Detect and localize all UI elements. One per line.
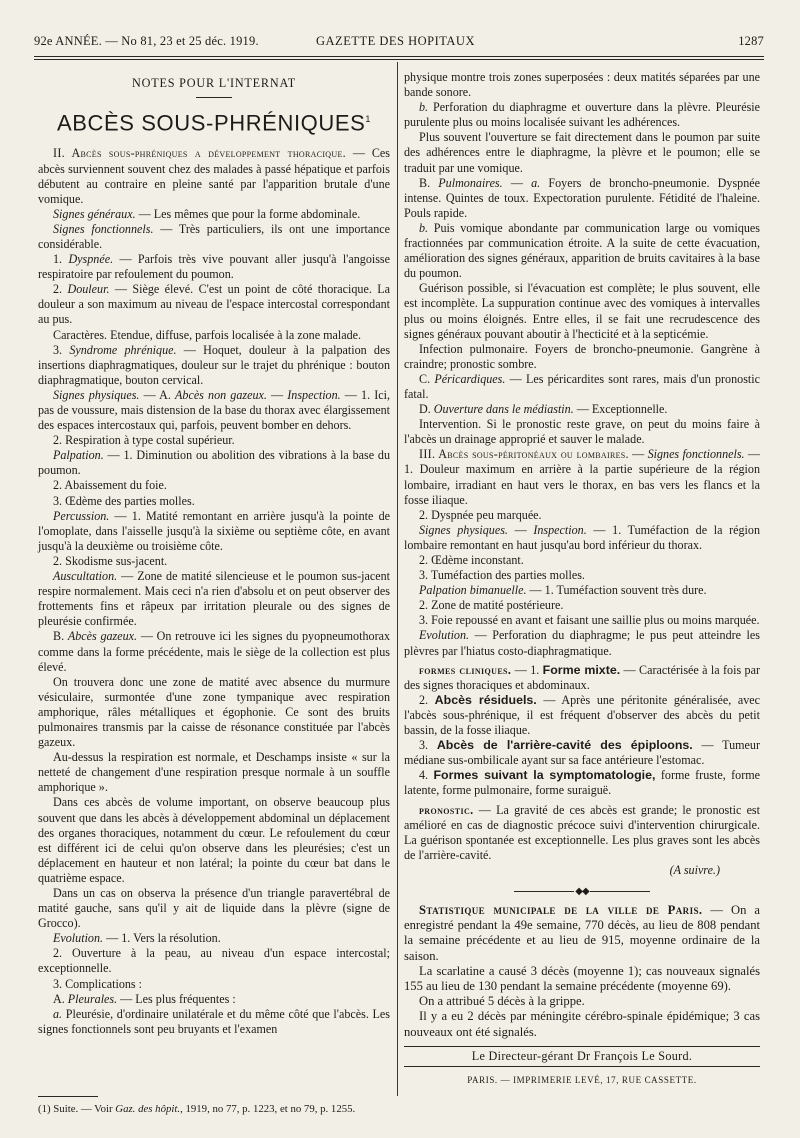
- paragraph: Signes fonctionnels. — Très particuliers, ils ont une importance considérable.: [38, 221, 391, 251]
- paragraph: Infection pulmonaire. Foyers de broncho-pneumonie. Gangrène à craindre; pronostic sombre.: [404, 341, 760, 371]
- paragraph: B. Pulmonaires. — a. Foyers de broncho-pneumonie. Dyspnée intense. Quintes de toux. Expectoration purulente. Fétidité de l'haleine. Pouls rapide.: [404, 175, 760, 220]
- paragraph: 2. Respiration à type costal supérieur.: [53, 433, 235, 448]
- ornament-divider: ◆◆: [404, 884, 760, 899]
- paragraph: 3. Complications :: [53, 976, 143, 991]
- statistics-notice: [404, 903, 760, 1040]
- paragraph: On trouvera donc une zone de matité avec absence du murmure vésiculaire, surmontée d'une zone tympanique avec respiration amphorique, râles métalliques et égophonie. Ce sont des bruits pulmonaires transmis par la caisse de résonance constituée par l'abcès gazeux.: [38, 674, 390, 750]
- paragraph: 2. Skodisme sus-jacent.: [53, 553, 168, 568]
- paragraph: A. Pleurales. — Les plus fréquentes :: [53, 991, 236, 1006]
- paragraph: La scarlatine a causé 3 décès (moyenne 1); cas nouveaux signalés 155 au lieu de 130 pendant la semaine précédente (moyenne 69).: [404, 963, 760, 994]
- paragraph: III. Abcès sous-péritonéaux ou lombaires. — Signes fonctionnels. — 1. Douleur maximum en arrière à la partie supérieure de la région lombaire, irradiant en haut vers le thorax, en bas vers les flancs et la fosse iliaque.: [404, 447, 760, 507]
- printer-line: PARIS. — IMPRIMERIE LEVÉ, 17, RUE CASSETTE.: [467, 1074, 697, 1085]
- paragraph: Percussion. — 1. Matité remontant en arrière jusqu'à la pointe de l'omoplate, dans l'aisselle jusqu'à la sixième ou septième côte, en avant jusqu'à la deuxième ou troisième côte.: [38, 508, 390, 553]
- issue-info: 92e ANNÉE. — No 81, 23 et 25 déc. 1919.: [34, 34, 259, 48]
- paragraph: physique montre trois zones superposées : deux matités séparées par une bande sonore.: [404, 70, 760, 100]
- paragraph: 4. Formes suivant la symptomatologie, forme fruste, forme latente, forme pulmonaire, forme suraiguë.: [404, 768, 761, 798]
- paragraph: Evolution. — 1. Vers la résolution.: [53, 931, 221, 946]
- paragraph: 3. Syndrome phrénique. — Hoquet, douleur à la palpation des insertions diaphragmatiques, douleur sur le trajet du phrénique : bouton diaphragmatique, bouton cervical.: [38, 342, 391, 387]
- paragraph: 3. Foie repoussé en avant et faisant une saillie plus ou moins marquée.: [419, 613, 760, 628]
- footnote: (1) Suite. — Voir Gaz. des hôpit., 1919, no 77, p. 1223, et no 79, p. 1255.: [38, 1103, 356, 1115]
- paragraph: Guérison possible, si l'évacuation est complète; le plus souvent, elle est incomplète. La suppuration continue avec des vomiques à intervalles plus ou moins éloignés. Entre elles, il se fait une recrudescence des signes généraux pouvant aboutir à l'hecticité et à la septicémie.: [404, 281, 760, 341]
- left-column: [38, 68, 390, 1037]
- paragraph: Dans un cas on observa la présence d'un triangle paravertébral de matité gauche, sans qu'il y ait de liquide dans la plèvre (signe de Grocco).: [38, 886, 390, 931]
- paragraph: pronostic. — La gravité de ces abcès est grande; le pronostic est amélioré en cas de diagnostic précoce suivi d'intervention chirurgicale. La guérison spontanée est exceptionnelle. Les plus graves sont les abcès de l'arrière-cavité.: [404, 802, 760, 862]
- paragraph: b. Puis vomique abondante par communication large ou vomiques fractionnées par communication étroite. A la suite de cette évacuation, amélioration des signes généraux, apparition de bruits cavitaires à la base du poumon.: [404, 220, 760, 281]
- page-header: [34, 34, 764, 54]
- paragraph: 2. Douleur. — Siège élevé. C'est un point de côté thoracique. La douleur a son maximum au niveau de l'espace intercostal correspondant au pus.: [38, 282, 391, 327]
- paragraph: 2. Œdème inconstant.: [419, 553, 524, 567]
- paragraph: 3. Abcès de l'arrière-cavité des épiploons. — Tumeur médiane sus-ombilicale ayant sur sa face antérieure l'estomac.: [404, 738, 761, 768]
- paragraph: Dans ces abcès de volume important, on observe beaucoup plus souvent que dans les abcès à développement abdominal un déplacement des organes thoraciques, notamment du cœur. Le refoulement du cœur est différent ici de celui qu'on observe dans les pleurésies; c'est un déplacement en hauteur et non latéral; la pointe du cœur bat dans le quatrième espace.: [38, 795, 390, 885]
- paragraph: 2. Zone de matité postérieure.: [419, 598, 564, 613]
- paragraph: Statistique municipale de la ville de Paris. — On a enregistré pendant la 49e semaine, 770 décès, au lieu de 808 pendant la semaine précédente et au lieu de 915, moyenne ordinaire de la saison.: [404, 903, 760, 963]
- paragraph: formes cliniques. — 1. Forme mixte. — Caractérisée à la fois par des signes thoraciques et abdominaux.: [404, 662, 760, 692]
- paragraph: Signes physiques. — Inspection. — 1. Tuméfaction de la région lombaire remontant en haut jusqu'au bord inférieur du thorax.: [404, 522, 760, 552]
- paragraph: 2. Ouverture à la peau, au niveau d'un espace intercostal; exceptionnelle.: [38, 946, 390, 976]
- paragraph: 2. Abaissement du foie.: [53, 478, 167, 493]
- paragraph: Caractères. Etendue, diffuse, parfois localisée à la zone malade.: [53, 327, 362, 342]
- director-line: Le Directeur-gérant Dr François Le Sourd.: [471, 1048, 693, 1063]
- page-number: 1287: [738, 34, 764, 48]
- paragraph: Signes généraux. — Les mêmes que pour la forme abdominale.: [53, 206, 361, 221]
- paragraph: Plus souvent l'ouverture se fait directement dans le poumon par suite des adhérences entre le diaphragme, la plèvre et le poumon; elle se traduit par une vomique.: [404, 130, 760, 175]
- article-title: ABCÈS SOUS-PHRÉNIQUES$^1$: [56, 110, 372, 136]
- paragraph: C. Péricardiques. — Les péricardites sont rares, mais d'un pronostic fatal.: [404, 371, 760, 401]
- paragraph: b. Perforation du diaphragme et ouverture dans la plèvre. Pleurésie purulente plus ou moins localisée suivant les adhérences.: [404, 100, 760, 130]
- header-rule-thin: [34, 59, 764, 60]
- to-be-continued: (A suivre.): [669, 862, 720, 877]
- paragraph: Il y a eu 2 décès par méningite cérébro-spinale épidémique; 3 cas nouveaux ont été signalés.: [404, 1009, 760, 1039]
- header-rule: [34, 56, 764, 57]
- paragraph: 2. Dyspnée peu marquée.: [419, 507, 542, 522]
- column-divider: [397, 62, 398, 1096]
- paragraph: On a attribué 5 décès à la grippe.: [419, 994, 585, 1009]
- right-column: [404, 70, 760, 1088]
- paragraph: Palpation. — 1. Diminution ou abolition des vibrations à la base du poumon.: [38, 448, 390, 478]
- paragraph: a. Pleurésie, d'ordinaire unilatérale et du même côté que l'abcès. Les signes fonctionnels sont peu bruyants et l'examen: [38, 1006, 390, 1036]
- paragraph: Palpation bimanuelle. — 1. Tuméfaction souvent très dure.: [419, 583, 707, 598]
- paragraph: Intervention. Si le pronostic reste grave, on peut du moins faire à l'abcès un drainage approprié et sauver le malade.: [404, 417, 760, 447]
- paragraph: Au-dessus la respiration est normale, et Deschamps insiste « sur la netteté de changement d'une respiration presque normale à un souffle amphorique ».: [38, 750, 390, 795]
- paragraph: D. Ouverture dans le médiastin. — Exceptionnelle.: [419, 402, 668, 417]
- paragraph: 3. Tuméfaction des parties molles.: [419, 568, 585, 583]
- journal-title: GAZETTE DES HOPITAUX: [316, 34, 475, 48]
- director-rule: [404, 1046, 760, 1047]
- paragraph: Evolution. — Perforation du diaphragme; le pus peut atteindre les plèvres par l'hiatus costo-diaphragmatique.: [404, 628, 760, 658]
- paragraph: Auscultation. — Zone de matité silencieuse et le poumon sus-jacent respire normalement. Mais ceci n'a rien d'absolu et on peut observer des frottements fins et râpeux par irritation pleurale ou des signes de pleurésie confirmée.: [38, 569, 390, 629]
- director-rule-thin: [404, 1066, 760, 1067]
- paragraph: II. Abcès sous-phréniques a développement thoracique. — Ces abcès surviennent souvent chez des malades à passé hépatique et parfois débutent au contraire en pleine santé par l'apparition brutale d'une vomique.: [38, 146, 390, 206]
- section-heading: NOTES POUR L'INTERNAT: [132, 76, 296, 90]
- paragraph: Signes physiques. — A. Abcès non gazeux. — Inspection. — 1. Ici, pas de voussure, mais distension de la base du thorax avec élargissement des espaces intercostaux qui, parfois, peuvent bomber en dehors.: [38, 387, 391, 433]
- paragraph: B. Abcès gazeux. — On retrouve ici les signes du pyopneumothorax comme dans la forme précédente, mais le siège de la collection est plus élevé.: [38, 629, 391, 674]
- paragraph: 2. Abcès résiduels. — Après une péritonite généralisée, avec l'abcès sous-phrénique, il est fréquent d'observer des abcès du petit bassin, de la fosse iliaque.: [404, 692, 760, 738]
- paragraph: 3. Œdème des parties molles.: [53, 493, 195, 508]
- paragraph: 1. Dyspnée. — Parfois très vive pouvant aller jusqu'à l'angoisse respiratoire par refoulement du poumon.: [38, 252, 391, 282]
- footnote-rule: [38, 1096, 98, 1097]
- heading-rule: [196, 97, 232, 98]
- title-note-marker: 1: [365, 114, 372, 125]
